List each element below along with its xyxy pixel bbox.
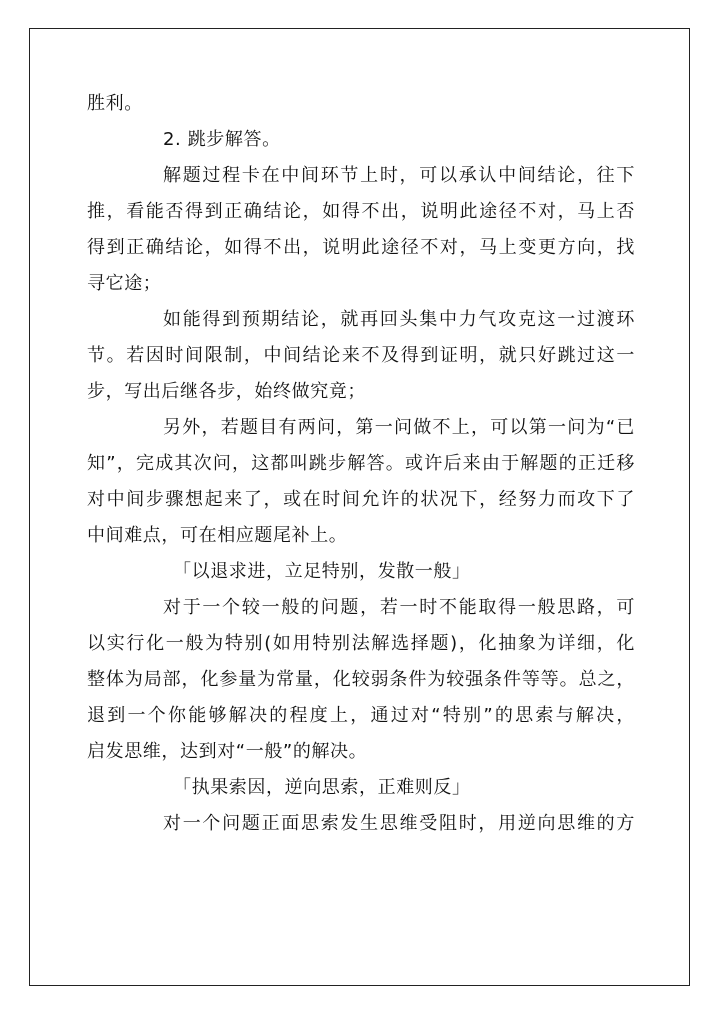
section-heading: 2. 跳步解答。 bbox=[163, 129, 281, 150]
paragraph-line: 知”，完成其次问，这都叫跳步解答。或许后来由于解题的正迁移 bbox=[87, 453, 635, 474]
text-line: 胜利。 bbox=[87, 93, 143, 114]
paragraph-line: 如能得到预期结论，就再回头集中力气攻克这一过渡环 bbox=[163, 309, 635, 330]
paragraph-line: 启发思维，达到对“一般”的解决。 bbox=[87, 741, 368, 762]
paragraph-line: 另外，若题目有两问，第一问做不上，可以第一问为“已 bbox=[163, 417, 635, 438]
paragraph-line: 解题过程卡在中间环节上时，可以承认中间结论，往下 bbox=[163, 165, 635, 186]
paragraph-line: 以实行化一般为特别(如用特别法解选择题)，化抽象为详细，化 bbox=[87, 633, 635, 654]
paragraph-line: 寻它途； bbox=[87, 273, 162, 294]
paragraph-line: 步，写出后继各步，始终做究竟； bbox=[87, 381, 366, 402]
paragraph-line: 整体为局部，化参量为常量，化较弱条件为较强条件等等。总之， bbox=[87, 669, 635, 690]
paragraph-line: 退到一个你能够解决的程度上，通过对“特别”的思索与解决， bbox=[87, 705, 635, 726]
paragraph-line: 中间难点，可在相应题尾补上。 bbox=[87, 525, 348, 546]
document-body bbox=[87, 86, 635, 842]
paragraph-line: 节。若因时间限制，中间结论来不及得到证明，就只好跳过这一 bbox=[87, 345, 635, 366]
paragraph-line: 对于一个较一般的问题，若一时不能取得一般思路，可 bbox=[163, 597, 635, 618]
section-heading: 「以退求进，立足特别，发散一般」 bbox=[173, 561, 471, 582]
section-heading: 「执果索因，逆向思索，正难则反」 bbox=[173, 777, 471, 798]
paragraph-line: 得到正确结论，如得不出，说明此途径不对，马上变更方向，找 bbox=[87, 237, 635, 258]
paragraph-line: 对一个问题正面思索发生思维受阻时，用逆向思维的方 bbox=[163, 813, 635, 834]
paragraph-line: 推，看能否得到正确结论，如得不出，说明此途径不对，马上否 bbox=[87, 201, 635, 222]
paragraph-line: 对中间步骤想起来了，或在时间允许的状况下，经努力而攻下了 bbox=[87, 489, 635, 510]
